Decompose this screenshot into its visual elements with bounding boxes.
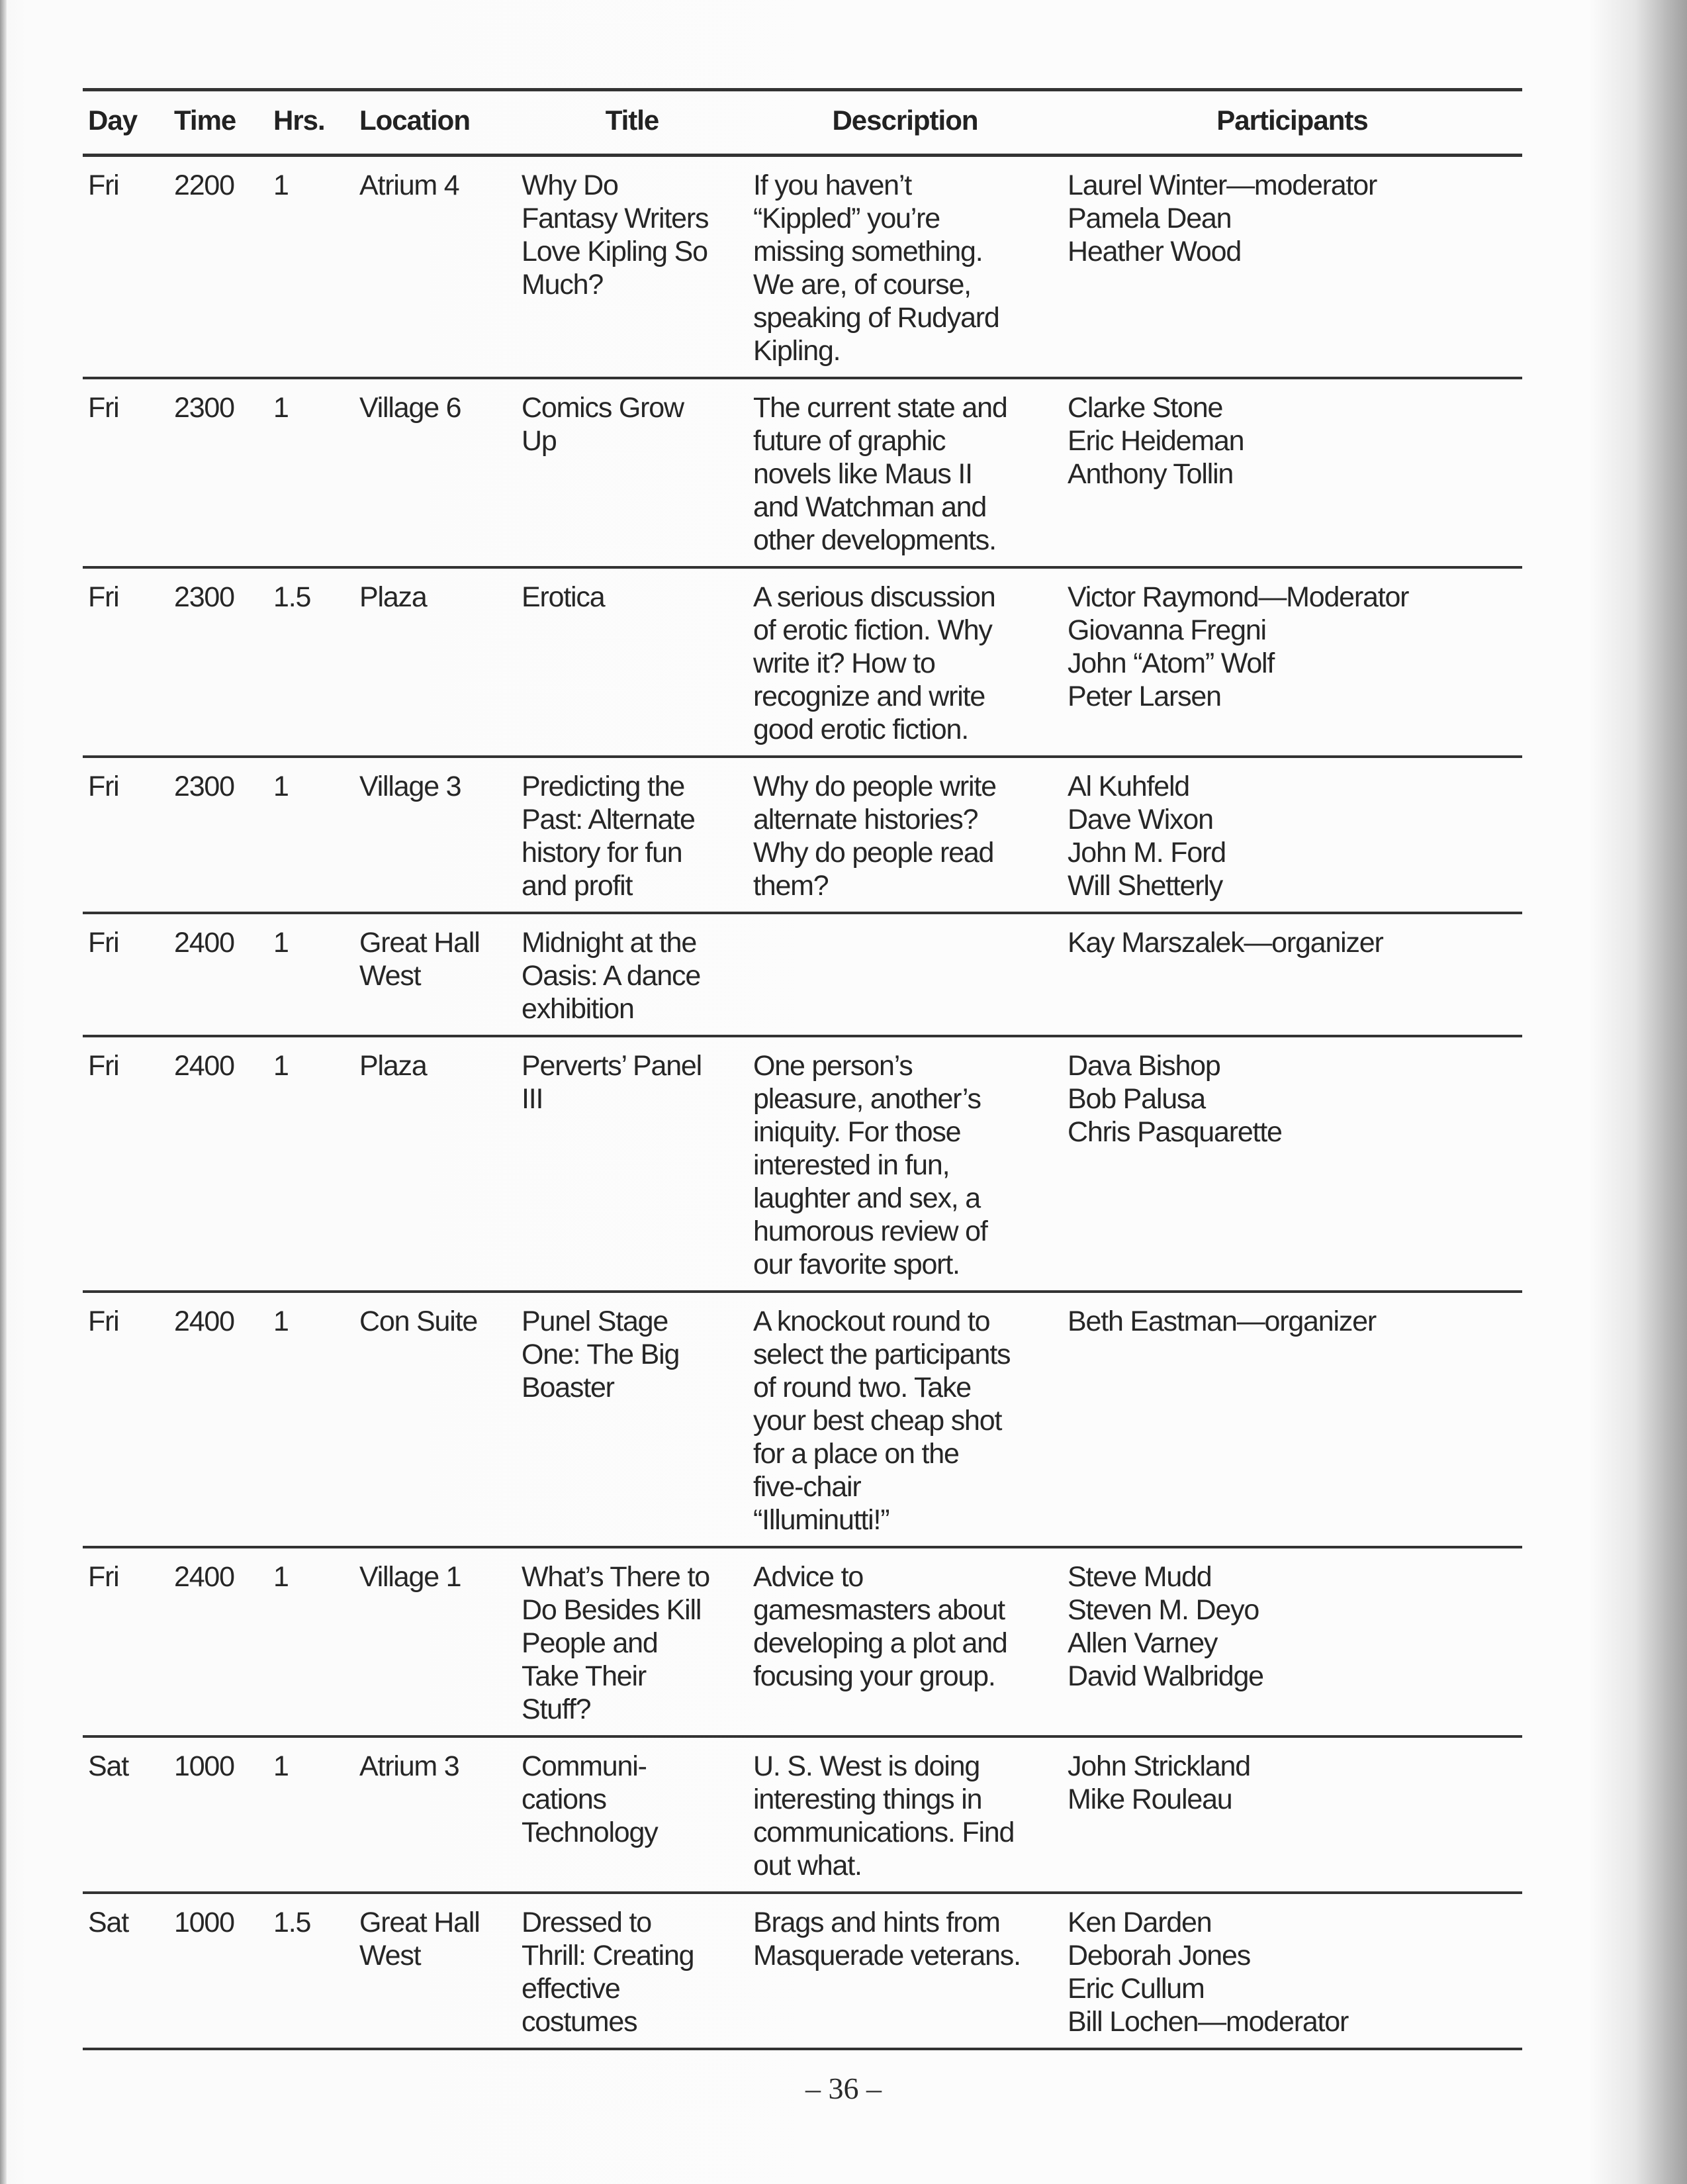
cell-location [354, 1893, 516, 2049]
cell-location-line: West [359, 1940, 421, 1971]
cell-description [748, 1292, 1062, 1547]
table-row [83, 156, 1522, 379]
cell-title-line: One: The Big [522, 1339, 680, 1370]
cell-description [748, 1893, 1062, 2049]
table-row [83, 757, 1522, 913]
cell-description-line: “Kippled” you’re [753, 203, 940, 234]
cell-location-line: Great Hall [359, 927, 480, 959]
cell-description-line: novels like Maus II [753, 458, 972, 490]
page-number: – 36 – [805, 2071, 882, 2105]
cell-description [748, 567, 1062, 757]
table-row [83, 567, 1522, 757]
cell-title [516, 913, 748, 1036]
cell-title-line: What’s There to [522, 1561, 709, 1593]
header-row [83, 90, 1522, 156]
participant-name: Mike Rouleau [1068, 1783, 1232, 1815]
cell-hours: 1 [268, 757, 354, 913]
participant-name: Pamela Dean [1068, 203, 1232, 234]
cell-description-line: iniquity. For those [753, 1116, 961, 1148]
cell-day: Fri [83, 1036, 169, 1292]
participant-name: Chris Pasquarette [1068, 1116, 1282, 1148]
cell-title-line: Punel Stage [522, 1306, 668, 1337]
participant-name: David Walbridge [1068, 1660, 1263, 1692]
cell-location [354, 757, 516, 913]
cell-hours: 1 [268, 1292, 354, 1547]
cell-title-line: Why Do [522, 169, 618, 201]
participant-name: Dava Bishop [1068, 1050, 1220, 1082]
header-hours: Hrs. [268, 90, 354, 156]
cell-description-line: interesting things in [753, 1783, 982, 1815]
cell-location-line: Village 1 [359, 1561, 461, 1593]
cell-description-line: and Watchman and [753, 491, 987, 523]
participant-name: Will Shetterly [1068, 870, 1223, 902]
cell-title-line: and profit [522, 870, 633, 902]
cell-title [516, 757, 748, 913]
cell-time: 2300 [169, 378, 268, 567]
cell-description-line: We are, of course, [753, 269, 971, 301]
participant-name: Laurel Winter—moderator [1068, 169, 1377, 201]
participant-name: Clarke Stone [1068, 392, 1223, 424]
table-row [83, 1736, 1522, 1893]
cell-title-line: history for fun [522, 837, 682, 869]
participant-name: Steven M. Deyo [1068, 1594, 1259, 1626]
cell-day: Fri [83, 567, 169, 757]
table-row [83, 1292, 1522, 1547]
header-participants: Participants [1062, 90, 1522, 156]
cell-title-line: Do Besides Kill [522, 1594, 702, 1626]
cell-description-line: laughter and sex, a [753, 1182, 980, 1214]
participant-name: Bob Palusa [1068, 1083, 1205, 1115]
cell-title-line: Erotica [522, 581, 605, 613]
cell-time: 2300 [169, 757, 268, 913]
header-description: Description [748, 90, 1062, 156]
cell-day: Sat [83, 1736, 169, 1893]
cell-description-line: communications. Find [753, 1817, 1015, 1848]
cell-description-line: pleasure, another’s [753, 1083, 981, 1115]
cell-title-line: costumes [522, 2006, 637, 2038]
cell-day: Fri [83, 1547, 169, 1736]
participant-name: John “Atom” Wolf [1068, 647, 1275, 679]
participant-name: Ken Darden [1068, 1907, 1212, 1938]
cell-participants [1062, 1547, 1522, 1736]
participant-name: Deborah Jones [1068, 1940, 1251, 1971]
cell-description-line: A knockout round to [753, 1306, 990, 1337]
participant-name: Anthony Tollin [1068, 458, 1234, 490]
cell-description-line: gamesmasters about [753, 1594, 1005, 1626]
cell-title [516, 1547, 748, 1736]
cell-description-line: Brags and hints from [753, 1907, 1000, 1938]
participant-name: Dave Wixon [1068, 804, 1213, 835]
cell-time: 2400 [169, 1292, 268, 1547]
cell-title-line: Much? [522, 269, 604, 301]
cell-title-line: Oasis: A dance [522, 960, 701, 992]
participant-name: John Strickland [1068, 1750, 1250, 1782]
cell-location [354, 1036, 516, 1292]
cell-participants [1062, 156, 1522, 379]
cell-description-line: your best cheap shot [753, 1405, 1002, 1437]
cell-time: 2400 [169, 1547, 268, 1736]
cell-location [354, 1292, 516, 1547]
cell-description-line: speaking of Rudyard [753, 302, 999, 334]
cell-title [516, 1736, 748, 1893]
cell-hours: 1 [268, 913, 354, 1036]
cell-location-line: Plaza [359, 1050, 427, 1082]
cell-day: Fri [83, 757, 169, 913]
cell-title-line: effective [522, 1973, 620, 2005]
cell-description-line: for a place on the [753, 1438, 959, 1470]
participant-name: Heather Wood [1068, 236, 1242, 267]
scan-edge [0, 0, 7, 2184]
cell-time: 1000 [169, 1736, 268, 1893]
cell-description-line: humorous review of [753, 1215, 987, 1247]
cell-day: Sat [83, 1893, 169, 2049]
cell-hours: 1.5 [268, 1893, 354, 2049]
cell-location-line: West [359, 960, 421, 992]
participant-name: John M. Ford [1068, 837, 1226, 869]
cell-description-line: Why do people read [753, 837, 994, 869]
cell-title-line: Perverts’ Panel [522, 1050, 702, 1082]
table-row [83, 913, 1522, 1036]
cell-title-line: Love Kipling So [522, 236, 707, 267]
cell-participants [1062, 1893, 1522, 2049]
cell-description-line: them? [753, 870, 829, 902]
cell-description-line: Kipling. [753, 335, 841, 367]
cell-location [354, 913, 516, 1036]
cell-description [748, 1547, 1062, 1736]
cell-description-line: five-chair [753, 1471, 861, 1503]
cell-location [354, 1547, 516, 1736]
participant-name: Eric Heideman [1068, 425, 1244, 457]
cell-title-line: Fantasy Writers [522, 203, 709, 234]
cell-description-line: developing a plot and [753, 1627, 1007, 1659]
cell-time: 2300 [169, 567, 268, 757]
cell-title-line: Technology [522, 1817, 658, 1848]
cell-time: 2400 [169, 1036, 268, 1292]
cell-description [748, 757, 1062, 913]
cell-description-line: Masquerade veterans. [753, 1940, 1021, 1971]
cell-time: 2400 [169, 913, 268, 1036]
header-day: Day [83, 90, 169, 156]
cell-participants [1062, 1736, 1522, 1893]
cell-description-line: out what. [753, 1850, 862, 1881]
cell-description-line: alternate histories? [753, 804, 978, 835]
cell-description [748, 378, 1062, 567]
cell-description-line: other developments. [753, 524, 996, 556]
cell-title-line: cations [522, 1783, 606, 1815]
cell-description-line: interested in fun, [753, 1149, 950, 1181]
program-schedule-table [83, 88, 1522, 2050]
cell-hours: 1 [268, 1547, 354, 1736]
cell-title-line: Take Their [522, 1660, 646, 1692]
cell-description-line: future of graphic [753, 425, 946, 457]
cell-location-line: Atrium 4 [359, 169, 459, 201]
cell-description-line: One person’s [753, 1050, 913, 1082]
cell-description-line: good erotic fiction. [753, 714, 968, 745]
cell-day: Fri [83, 156, 169, 379]
cell-participants [1062, 757, 1522, 913]
cell-description-line: missing something. [753, 236, 983, 267]
cell-description-line: “Illuminutti!” [753, 1504, 889, 1536]
cell-location-line: Village 3 [359, 771, 461, 802]
table-row [83, 1036, 1522, 1292]
participant-name: Peter Larsen [1068, 681, 1221, 712]
cell-title-line: Past: Alternate [522, 804, 695, 835]
cell-participants [1062, 913, 1522, 1036]
schedule-body [83, 156, 1522, 2050]
cell-title-line: Boaster [522, 1372, 614, 1403]
cell-title-line: Up [522, 425, 557, 457]
participant-name: Al Kuhfeld [1068, 771, 1190, 802]
cell-day: Fri [83, 378, 169, 567]
header-title: Title [516, 90, 748, 156]
cell-description [748, 1736, 1062, 1893]
cell-title-line: Stuff? [522, 1693, 591, 1725]
cell-participants [1062, 1292, 1522, 1547]
header-location: Location [354, 90, 516, 156]
cell-location [354, 567, 516, 757]
cell-description-line: of erotic fiction. Why [753, 614, 992, 646]
participant-name: Kay Marszalek—organizer [1068, 927, 1383, 959]
cell-description [748, 1036, 1062, 1292]
cell-day: Fri [83, 1292, 169, 1547]
cell-title-line: Midnight at the [522, 927, 697, 959]
cell-description [748, 156, 1062, 379]
cell-title-line: Dressed to [522, 1907, 651, 1938]
cell-description-line: Advice to [753, 1561, 864, 1593]
cell-hours: 1 [268, 378, 354, 567]
cell-participants [1062, 567, 1522, 757]
cell-description-line: select the participants [753, 1339, 1011, 1370]
cell-description-line: write it? How to [753, 647, 935, 679]
cell-title-line: Thrill: Creating [522, 1940, 694, 1971]
participant-name: Giovanna Fregni [1068, 614, 1266, 646]
participant-name: Beth Eastman—organizer [1068, 1306, 1376, 1337]
cell-title-line: Predicting the [522, 771, 685, 802]
cell-description-line: of round two. Take [753, 1372, 971, 1403]
participant-name: Victor Raymond—Moderator [1068, 581, 1409, 613]
cell-description [748, 913, 1062, 1036]
table-row [83, 378, 1522, 567]
cell-location-line: Plaza [359, 581, 427, 613]
cell-location-line: Village 6 [359, 392, 461, 424]
header-time: Time [169, 90, 268, 156]
cell-location-line: Con Suite [359, 1306, 478, 1337]
cell-title [516, 1292, 748, 1547]
cell-title-line: People and [522, 1627, 658, 1659]
cell-location-line: Great Hall [359, 1907, 480, 1938]
participant-name: Allen Varney [1068, 1627, 1218, 1659]
cell-title [516, 156, 748, 379]
cell-title-line: Comics Grow [522, 392, 684, 424]
cell-hours: 1 [268, 1736, 354, 1893]
cell-title [516, 1036, 748, 1292]
cell-title [516, 1893, 748, 2049]
cell-description-line: The current state and [753, 392, 1007, 424]
cell-time: 1000 [169, 1893, 268, 2049]
table-row [83, 1893, 1522, 2049]
cell-description-line: our favorite sport. [753, 1249, 960, 1280]
cell-title [516, 378, 748, 567]
cell-location [354, 1736, 516, 1893]
cell-participants [1062, 1036, 1522, 1292]
cell-participants [1062, 378, 1522, 567]
cell-location-line: Atrium 3 [359, 1750, 459, 1782]
participant-name: Eric Cullum [1068, 1973, 1205, 2005]
cell-description-line: recognize and write [753, 681, 985, 712]
cell-time: 2200 [169, 156, 268, 379]
cell-description-line: If you haven’t [753, 169, 911, 201]
cell-location [354, 378, 516, 567]
cell-description-line: Why do people write [753, 771, 996, 802]
cell-day: Fri [83, 913, 169, 1036]
cell-title-line: Communi- [522, 1750, 647, 1782]
cell-hours: 1 [268, 1036, 354, 1292]
cell-description-line: focusing your group. [753, 1660, 995, 1692]
participant-name: Bill Lochen—moderator [1068, 2006, 1349, 2038]
participant-name: Steve Mudd [1068, 1561, 1212, 1593]
cell-title [516, 567, 748, 757]
table-row [83, 1547, 1522, 1736]
cell-title-line: III [522, 1083, 543, 1115]
cell-hours: 1.5 [268, 567, 354, 757]
cell-location [354, 156, 516, 379]
cell-description-line: U. S. West is doing [753, 1750, 980, 1782]
cell-description-line: A serious discussion [753, 581, 995, 613]
cell-hours: 1 [268, 156, 354, 379]
cell-title-line: exhibition [522, 993, 634, 1025]
